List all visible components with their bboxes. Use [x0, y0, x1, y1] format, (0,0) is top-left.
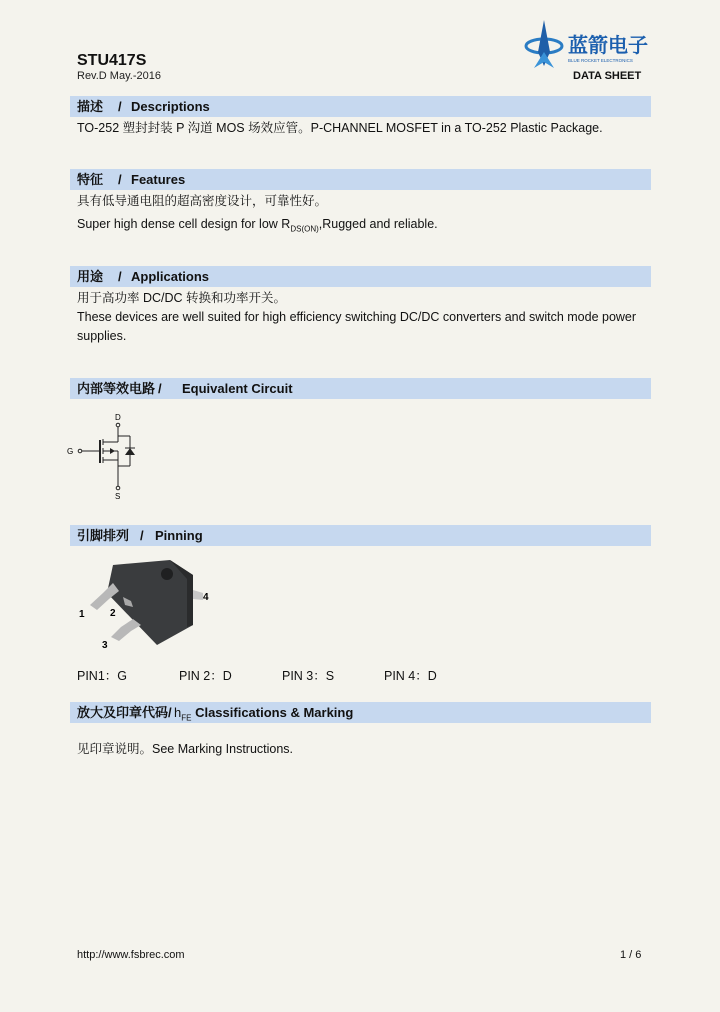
pin-number-4: 4	[203, 592, 209, 603]
drain-label: D	[115, 413, 121, 422]
pin-number-3: 3	[102, 640, 108, 651]
section-sep: /	[158, 381, 162, 396]
section-cn: 用途	[77, 269, 104, 284]
section-sep: /	[118, 99, 122, 114]
section-header-circuit	[70, 378, 651, 399]
pin-number-2: 2	[110, 608, 116, 619]
section-en: Features	[131, 172, 186, 187]
section-cn: 放大及印章代码	[77, 705, 169, 720]
pin-2-label: PIN 2：D	[179, 669, 232, 683]
text: h	[174, 705, 182, 720]
features-text-cn: 具有低导通电阻的超高密度设计，可靠性好。	[77, 194, 328, 208]
section-en: Equivalent Circuit	[182, 381, 293, 396]
section-header-pinning	[70, 525, 651, 546]
text: Classifications & Marking	[191, 705, 354, 720]
section-en: Descriptions	[131, 99, 210, 114]
descriptions-text: TO-252 塑封封装 P 沟道 MOS 场效应管。P-CHANNEL MOSFET in a TO-252 Plastic Package.	[77, 121, 603, 135]
data-sheet-label: DATA SHEET	[573, 70, 642, 82]
gate-label: G	[67, 447, 74, 456]
pin-4-label: PIN 4：D	[384, 669, 437, 683]
section-sep: /	[168, 705, 172, 720]
section-sep: /	[118, 172, 122, 187]
document-title: STU417S	[77, 52, 147, 69]
section-header-features	[70, 169, 651, 190]
section-en: Pinning	[155, 528, 203, 543]
pin-3-label: PIN 3：S	[282, 669, 335, 683]
features-text-en	[77, 215, 438, 239]
subscript: DS(ON)	[290, 224, 319, 234]
revision: Rev.D May.-2016	[77, 70, 161, 82]
applications-text-en: These devices are well suited for high efficiency switching DC/DC converters and switch mode power supplies.	[77, 310, 637, 343]
section-sep: /	[140, 528, 144, 543]
section-en	[174, 702, 353, 729]
section-cn: 引脚排列	[77, 528, 130, 543]
section-en: Applications	[131, 269, 210, 284]
applications-text-cn: 用于高功率 DC/DC 转换和功率开关。	[77, 291, 287, 305]
section-sep: /	[118, 269, 122, 284]
footer-url[interactable]: http://www.fsbrec.com	[77, 949, 185, 961]
section-cn: 内部等效电路	[77, 381, 156, 396]
section-header-descriptions	[70, 96, 651, 117]
svg-text:BLUE ROCKET ELECTRONICS: BLUE ROCKET ELECTRONICS	[568, 58, 633, 63]
subscript: FE	[181, 713, 192, 723]
section-cn: 描述	[77, 99, 104, 114]
page-number: 1 / 6	[620, 949, 642, 961]
pin-1-label: PIN1：G	[77, 669, 128, 683]
svg-text:蓝箭电子: 蓝箭电子	[568, 33, 648, 57]
text: ,Rugged and reliable.	[318, 217, 438, 231]
text: Super high dense cell design for low R	[77, 217, 291, 231]
pin-number-1: 1	[79, 609, 85, 620]
to252-package-image	[75, 555, 215, 655]
section-header-marking	[70, 702, 651, 723]
company-logo	[522, 18, 652, 74]
source-label: S	[115, 492, 121, 501]
section-header-applications	[70, 266, 651, 287]
section-cn: 特征	[77, 172, 104, 187]
marking-text: 见印章说明。See Marking Instructions.	[77, 742, 294, 756]
mosfet-circuit-diagram	[64, 408, 144, 503]
